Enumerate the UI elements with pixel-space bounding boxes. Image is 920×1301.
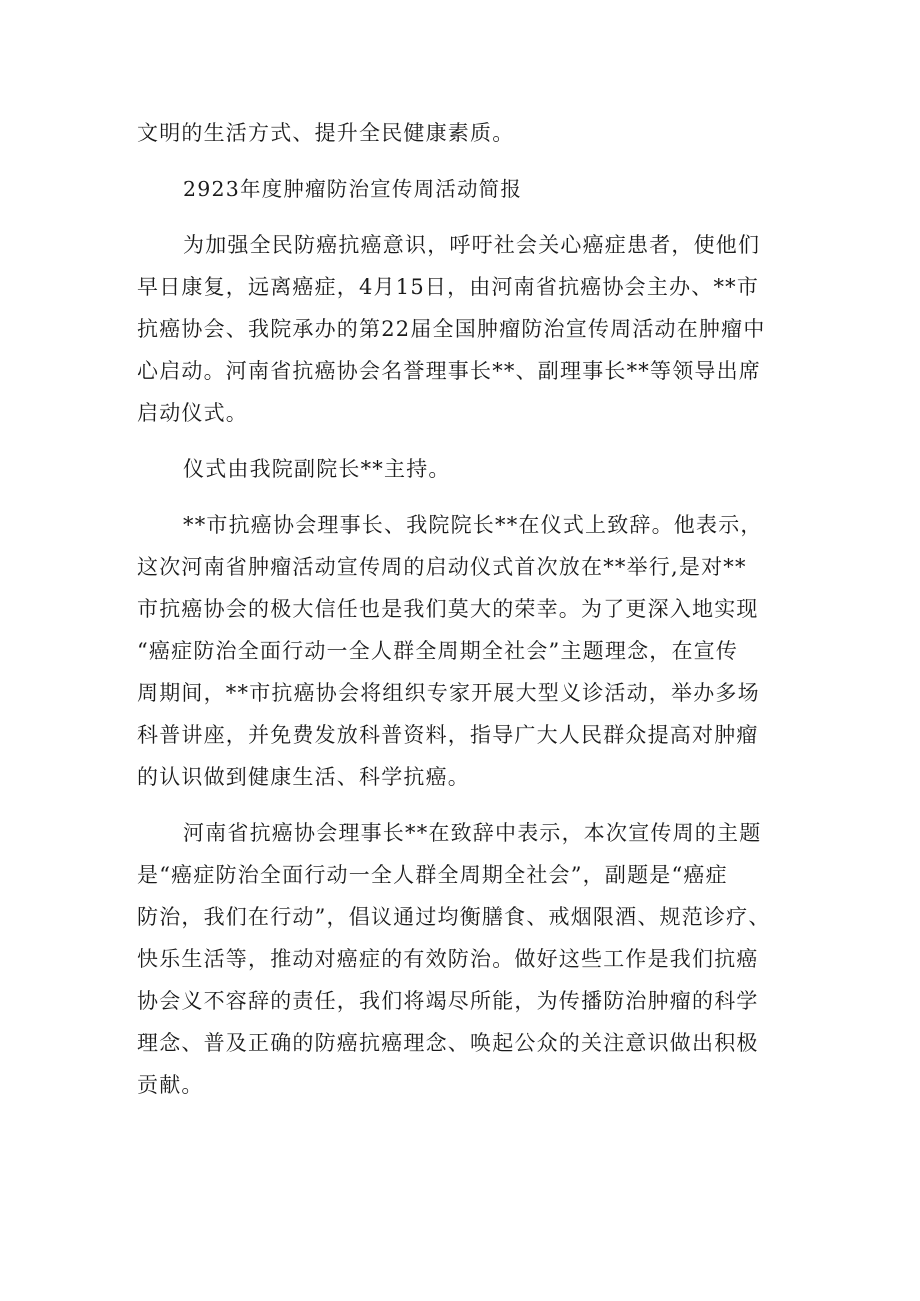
paragraph-line: 仪式由我院副院长**主持。: [183, 457, 451, 481]
paragraph-line: 这次河南省肿瘤活动宣传周的启动仪式首次放在**举行,是对**: [137, 555, 747, 579]
paragraph-line: 市抗癌协会的极大信任也是我们莫大的荣幸。为了更深入地实现: [137, 597, 759, 621]
spacer: [137, 434, 797, 448]
paragraph-1: [137, 224, 797, 434]
spacer: [137, 798, 797, 812]
paragraph-line: 贡献。: [137, 1073, 204, 1097]
spacer: [137, 154, 797, 168]
paragraph-line: 科普讲座，并免费发放科普资料，指导广大人民群众提高对肿瘤: [137, 723, 759, 747]
document-page: [137, 112, 797, 1106]
spacer: [137, 210, 797, 224]
paragraph-2: [137, 448, 797, 490]
spacer: [137, 490, 797, 504]
paragraph-4: [137, 812, 797, 1106]
paragraph-line: 启动仪式。: [137, 401, 248, 425]
lead-line: 文明的生活方式、提升全民健康素质。: [137, 121, 515, 145]
paragraph-line: “癌症防治全面行动一全人群全周期全社会”主题理念，在宣传: [137, 639, 739, 663]
paragraph-line: 的认识做到健康生活、科学抗癌。: [137, 765, 470, 789]
paragraph-line: 心启动。河南省抗癌协会名誉理事长**、副理事长**等领导出席: [137, 359, 761, 383]
paragraph-line: 抗癌协会、我院承办的第22届全国肿瘤防治宣传周活动在肿瘤中: [137, 317, 766, 341]
paragraph-line: 是“癌症防治全面行动一全人群全周期全社会”，副题是“癌症: [137, 863, 728, 887]
paragraph-line: **市抗癌协会理事长、我院院长**在仪式上致辞。他表示，: [183, 513, 763, 537]
paragraph-line: 理念、普及正确的防癌抗癌理念、唤起公众的关注意识做出积极: [137, 1031, 759, 1055]
paragraph-line: 早日康复，远离癌症，4月15日，由河南省抗癌协会主办、**市: [137, 275, 760, 299]
paragraph-3: [137, 504, 797, 798]
paragraph-line: 防治，我们在行动”，倡议通过均衡膳食、戒烟限酒、规范诊疗、: [137, 905, 771, 929]
report-title: 2923年度肿瘤防治宣传周活动简报: [183, 177, 523, 201]
paragraph-line: 为加强全民防癌抗癌意识，呼吁社会关心癌症患者，使他们: [183, 233, 761, 257]
paragraph-line: 协会义不容辞的责任，我们将竭尽所能，为传播防治肿瘤的科学: [137, 989, 759, 1013]
paragraph-line: 周期间，**市抗癌协会将组织专家开展大型义诊活动，举办多场: [137, 681, 760, 705]
paragraph-line: 快乐生活等，推动对癌症的有效防治。做好这些工作是我们抗癌: [137, 947, 759, 971]
paragraph-line: 河南省抗癌协会理事长**在致辞中表示，本次宣传周的主题: [183, 821, 762, 845]
